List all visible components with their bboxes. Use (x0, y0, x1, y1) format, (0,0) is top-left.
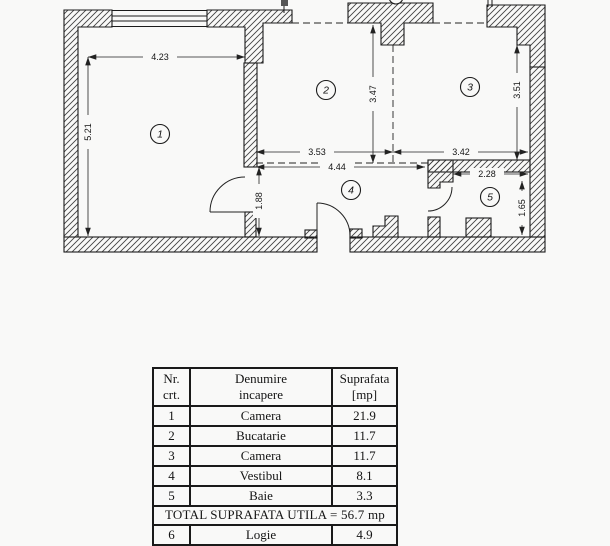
dim-camera1-height (82, 57, 94, 236)
table-row (153, 525, 397, 545)
partition-room1 (244, 63, 257, 167)
entrance-jamb-right (350, 229, 362, 238)
room-labels (151, 78, 500, 207)
svg-text:3.53: 3.53 (308, 147, 326, 157)
window-room1 (112, 11, 207, 27)
wall-top-pier (348, 3, 433, 45)
svg-text:4: 4 (348, 184, 354, 197)
svg-text:3.51: 3.51 (512, 81, 522, 99)
door-baie-arc (428, 187, 452, 211)
cell-nr: 3 (153, 446, 190, 466)
cell-name: Camera (190, 446, 332, 466)
section-mark-icon (281, 0, 288, 6)
cell-name: Bucatarie (190, 426, 332, 446)
table-row (153, 466, 397, 486)
wall-bottom-right (350, 237, 545, 252)
svg-text:3.47: 3.47 (368, 85, 378, 103)
dim-camera2-width (256, 146, 393, 158)
room-label-5 (481, 188, 500, 207)
baie-stub (428, 217, 440, 237)
dimensions (82, 25, 528, 236)
entrance-jamb-left (305, 230, 317, 238)
cell-nr: 1 (153, 406, 190, 426)
dim-baie-height (516, 181, 528, 235)
svg-text:3.42: 3.42 (452, 147, 470, 157)
dim-camera3-height (511, 45, 523, 160)
table-row (153, 446, 397, 466)
cell-name: Baie (190, 486, 332, 506)
cell-area: 11.7 (332, 426, 397, 446)
dim-camera2-height (367, 25, 379, 163)
col-header-area: Suprafata [mp] (332, 368, 397, 406)
table-row (153, 426, 397, 446)
baie-protrusion (466, 218, 491, 237)
room-label-4 (342, 181, 361, 200)
vestibul-protrusion (373, 216, 398, 237)
interior-walls (244, 63, 530, 237)
room-label-3 (461, 78, 480, 97)
door-room1-arc (210, 177, 245, 212)
svg-text:2.28: 2.28 (478, 169, 496, 179)
svg-text:2: 2 (323, 84, 329, 97)
col-header-name: Denumire incapere (190, 368, 332, 406)
cell-area: 4.9 (332, 525, 397, 545)
cell-nr: 2 (153, 426, 190, 446)
wall-bottom-left (64, 237, 317, 252)
svg-text:4.44: 4.44 (328, 162, 346, 172)
entrance-door-arc (317, 203, 350, 236)
cell-area: 3.3 (332, 486, 397, 506)
wall-top-right (487, 5, 545, 67)
total-cell: TOTAL SUPRAFATA UTILA = 56.7 mp (153, 506, 397, 525)
wall-top-mid (207, 10, 292, 63)
table-header-row (153, 368, 397, 406)
cell-name: Vestibul (190, 466, 332, 486)
dim-camera3-width (393, 146, 528, 158)
cell-nr: 6 (153, 525, 190, 545)
svg-text:5: 5 (487, 191, 493, 204)
cell-name: Camera (190, 406, 332, 426)
table-total-row (153, 506, 397, 525)
cell-area: 21.9 (332, 406, 397, 426)
area-table (152, 367, 398, 546)
room-label-1 (151, 125, 170, 144)
cell-nr: 5 (153, 486, 190, 506)
col-header-nr: Nr. crt. (153, 368, 190, 406)
svg-text:1.65: 1.65 (517, 199, 527, 217)
exterior-walls (64, 3, 545, 252)
cell-name: Logie (190, 525, 332, 545)
table-row (153, 486, 397, 506)
room-label-2 (317, 81, 336, 100)
svg-text:1.88: 1.88 (254, 192, 264, 210)
dim-camera1-width (88, 51, 245, 63)
baie-door-block (428, 160, 453, 188)
table-row (153, 406, 397, 426)
svg-text:4.23: 4.23 (151, 52, 169, 62)
cell-area: 11.7 (332, 446, 397, 466)
svg-text:1: 1 (157, 128, 163, 141)
svg-text:5.21: 5.21 (83, 123, 93, 141)
cell-nr: 4 (153, 466, 190, 486)
wall-right (530, 67, 545, 237)
cell-area: 8.1 (332, 466, 397, 486)
svg-text:3: 3 (467, 81, 473, 94)
